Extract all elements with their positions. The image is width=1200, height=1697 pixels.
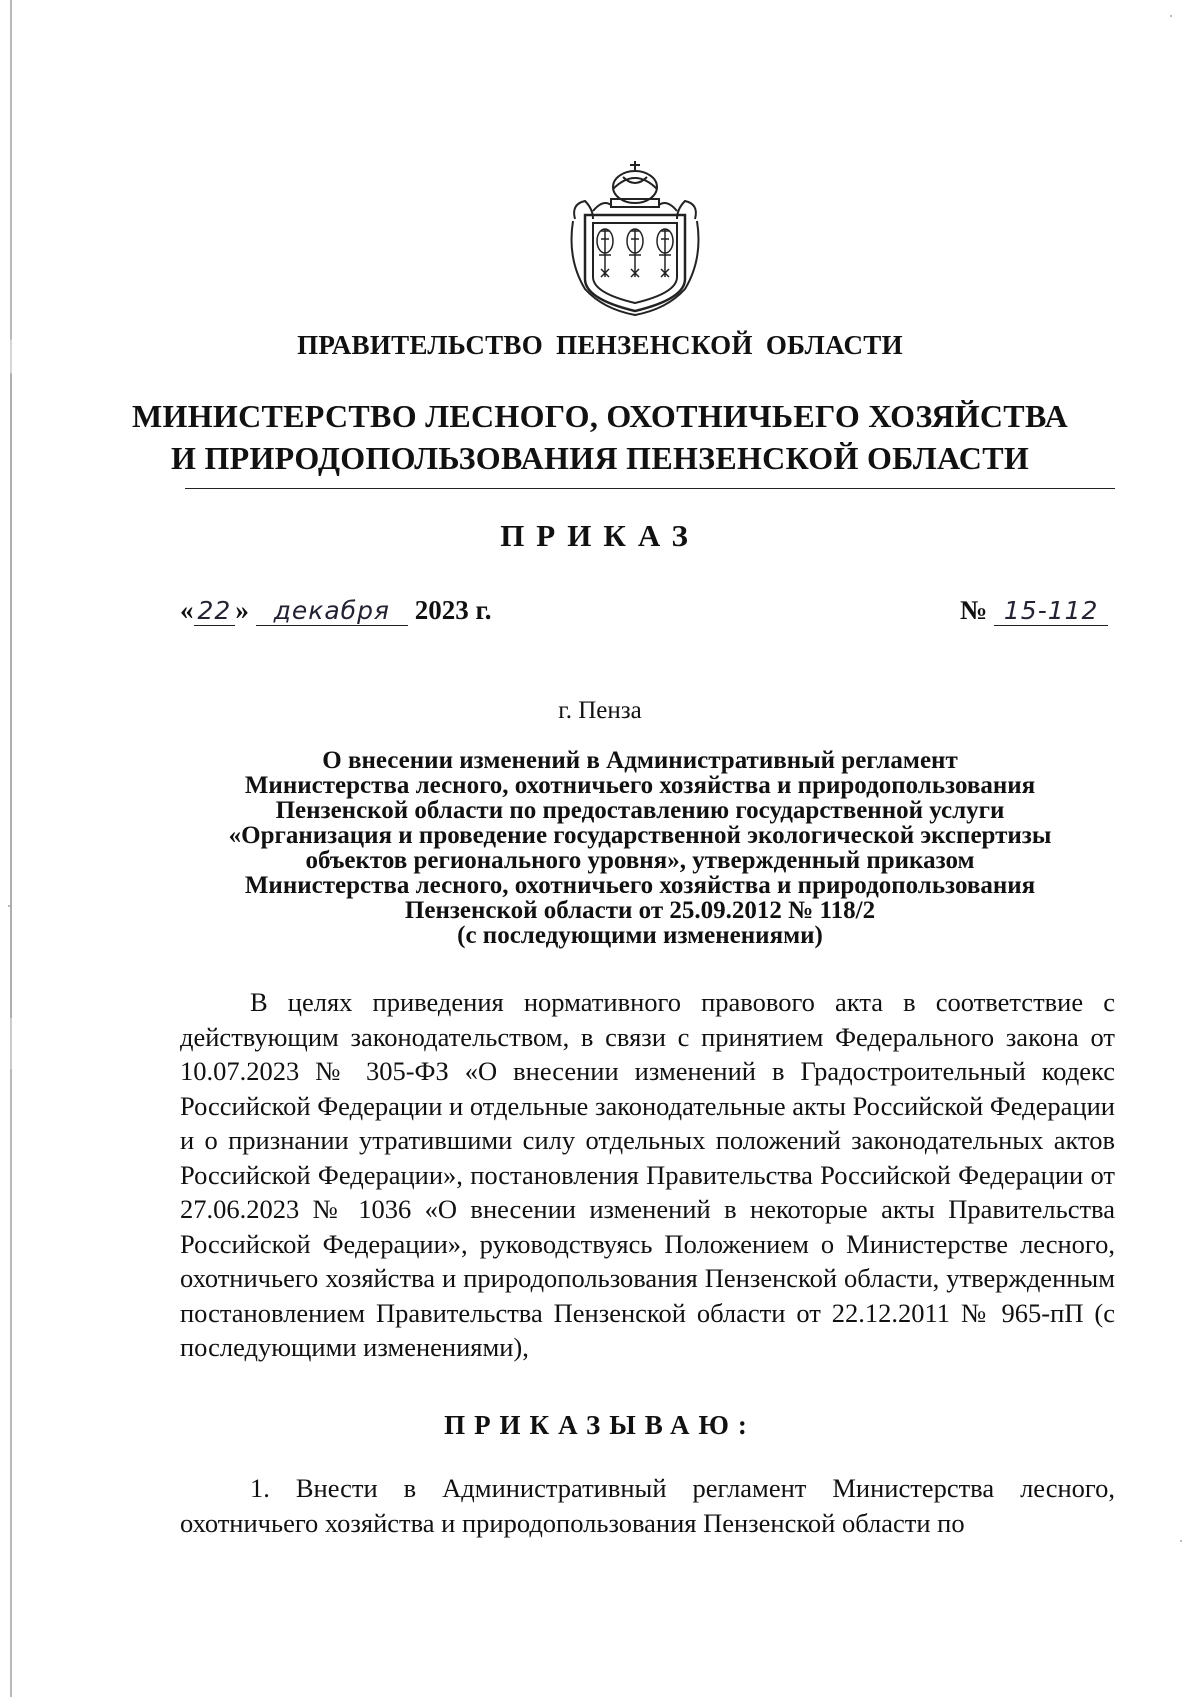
date-month-handwritten: декабря — [256, 596, 408, 626]
date-open-quote: « — [180, 595, 194, 625]
ministry-heading — [0, 395, 1200, 479]
title-line: Пензенской области от 25.09.2012 № 118/2 — [404, 897, 876, 924]
penza-coat-of-arms-icon — [563, 159, 708, 319]
order-keyword: ПРИКАЗЫВАЮ: — [444, 1410, 756, 1440]
government-heading: ПРАВИТЕЛЬСТВО ПЕНЗЕНСКОЙ ОБЛАСТИ — [297, 330, 903, 360]
order-point-1: 1. Внести в Административный регламент Министерства лесного, охотничьего хозяйства и природопользования Пензенской области по — [180, 1473, 1115, 1538]
date-day-handwritten: 22 — [194, 596, 236, 626]
order-title — [170, 748, 1110, 948]
number-label: № — [960, 595, 988, 625]
title-line: (с последующими изменениями) — [457, 922, 823, 949]
document-type: ПРИКАЗ — [500, 518, 700, 553]
date-close-quote: » — [235, 595, 249, 625]
title-line: объектов регионального уровня», утвержденный приказом — [305, 847, 975, 874]
title-line: Министерства лесного, охотничьего хозяйства и природопользования — [244, 772, 1036, 799]
order-number — [960, 595, 1108, 626]
order-date — [180, 595, 491, 626]
ministry-heading-line1: МИНИСТЕРСТВО ЛЕСНОГО, ОХОТНИЧЬЕГО ХОЗЯЙСТВА — [132, 398, 1068, 434]
title-line: О внесении изменений в Административный регламент — [322, 747, 958, 774]
header-divider — [185, 488, 1115, 489]
city: г. Пенза — [558, 697, 642, 724]
title-line: «Организация и проведение государственной экологической экспертизы — [228, 822, 1052, 849]
number-handwritten: 15-112 — [994, 596, 1109, 626]
title-line: Министерства лесного, охотничьего хозяйства и природопользования — [244, 872, 1036, 899]
title-line: Пензенской области по предоставлению государственной услуги — [275, 797, 1005, 824]
scan-speck — [1180, 1540, 1182, 1542]
ministry-heading-line2: И ПРИРОДОПОЛЬЗОВАНИЯ ПЕНЗЕНСКОЙ ОБЛАСТИ — [170, 440, 1030, 476]
date-year: 2023 г. — [414, 595, 492, 625]
preamble-paragraph: В целях приведения нормативного правового акта в соответствие с действующим законодательством, в связи с принятием Федерального закона от 10.07.2023 № 305-ФЗ «О внесении изменений в Градостроительный кодекс Российской Федерации и отдельные законодательные акты Российской Федерации и о признании утратившими силу отдельных положений законодательных актов Российской Федерации», постановления Правительства Российской Федерации от 27.06.2023 № 1036 «О внесении изменений в некоторые акты Правительства Российской Федерации», руководствуясь Положением о Министерстве лесного, охотничьего хозяйства и природопользования Пензенской области, утвержденным постановлением Правительства Пензенской области от 22.12.2011 № 965-пП (с последующими изменениями), — [180, 987, 1115, 1362]
scan-speck — [8, 905, 10, 907]
scan-speck — [1170, 15, 1172, 17]
scan-edge — [10, 0, 12, 1697]
